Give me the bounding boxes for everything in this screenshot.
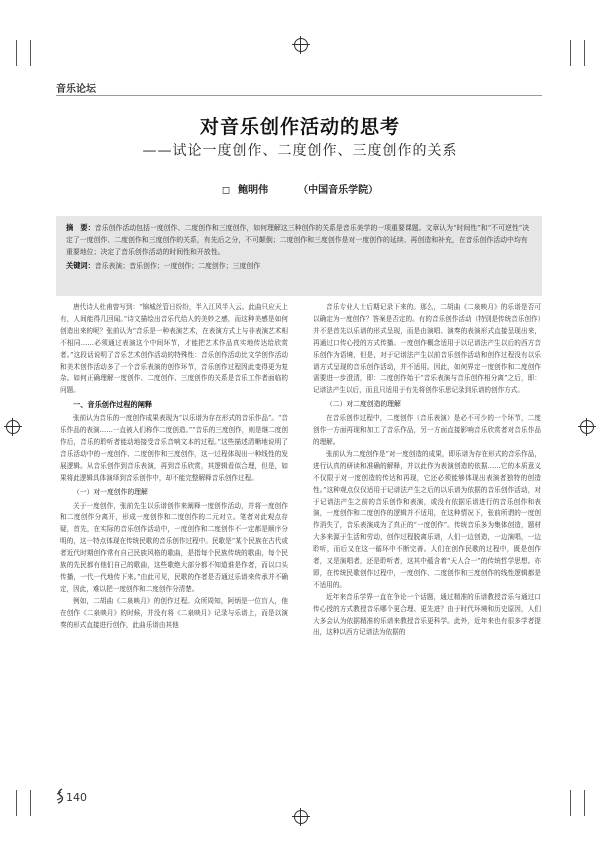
abstract-box: [56, 216, 542, 296]
article-title: 对音乐创作活动的思考: [199, 116, 400, 138]
paragraph: 张前认为二度创作是“对一度创造的成果，即乐谱为存在形式的音乐作品，进行认真的研读和准确的解释，并以此作为表演创造的依据……它的本质意义不仅限于对一度创造的传达和再现，它还必须能够体现出表演者独特的创造性。”这种观点仅仅适用于记谱法产生之后的以乐谱为依据的音乐创作活动，对于记谱法产生之前的音乐创作和表演，或没有依据乐谱进行的音乐创作和表演，一度创作和二度创作的逻辑并不适用，在这种情况下，张前所谓的一度创作消失了，音乐表演成为了真正的“一度创作”。传统音乐多为集体创造，题材大多来源于生活和劳动，创作过程脱离乐谱，人们一边创造，一边演唱，一边聆听，而后又在这一循环中不断完善。人们在创作民歌的过程中，既是创作者，又是演唱者，还是聆听者，这其中蕴含着“天人合一”的传统哲学思想。亦即，在传统民歌创作过程中，一度创作、二度创作和三度创作的线性逻辑都是不适用的。: [313, 449, 541, 589]
square-bullet-icon: ◻: [221, 185, 231, 196]
registration-mark-icon: [580, 420, 594, 434]
abstract: [66, 222, 532, 258]
crop-mark: [30, 790, 31, 816]
keywords: [66, 260, 532, 272]
crop-mark: [30, 40, 31, 66]
paragraph: 近年来音乐学界一直在争论一个话题，通过精准的乐谱教授音乐与通过口传心授的方式教授音乐哪个更合理、更先进？由于时代环境和历史原因，人们大多会认为依据精准的乐谱来教授音乐更科学。此外，近年来也有很多学者提出，这种以西方记谱法为依据的: [313, 592, 541, 637]
subsection-heading: （二）对二度创造的理解: [326, 400, 401, 409]
header-rule: [56, 95, 542, 96]
article-subtitle: ——试论一度创作、二度创作、三度创作的关系: [142, 143, 458, 159]
crop-mark: [570, 40, 571, 66]
body-column-left: [60, 302, 288, 762]
paragraph: 唐代诗人杜甫曾写到：“锦城丝管日纷纷，半入江风半入云。此曲只应天上有，人间能得几回闻。”诗文描绘出音乐代给人的美妙之感，而这种美感是如何创造出来的呢？张前认为“音乐是一种表演艺术，在表演方式上与非表演艺术相不相同……必须通过表演这个中间环节，才能把艺术作品真实地传达给欣赏者。”这段话说明了音乐艺术创作活动的特殊性：音乐创作活动比文学创作活动和美术创作活动多了一个音乐表演的创作环节，音乐创作过程因此变得更为复杂。如何正确理解一度创作、二度创作、三度创作的关系是音乐工作者面临的问题。: [60, 303, 288, 395]
crop-mark: [584, 40, 585, 66]
paragraph: 张前认为音乐的一度创作成果表现为“以乐谱为存在形式的音乐作品”。“音乐作品的表演……一直被人们称作二度创造。”“音乐的三度创作，则是继二度创作后，音乐的聆听者能动地接受音乐音响文本的过程。”这些描述清晰地说明了音乐活动中的一度创作、二度创作和三度创作，这一过程体现出一种线性的发展逻辑。从音乐创作到音乐表演，再到音乐欣赏，其逻辑看似合理，但是，如果将此逻辑具体演绎到音乐创作中，却不能完整解释音乐创作过程。: [60, 414, 288, 482]
crop-mark: [16, 790, 17, 816]
crop-mark: [16, 40, 17, 66]
column-tag: 音乐论坛: [56, 84, 96, 95]
paragraph: 在音乐创作过程中，二度创作（音乐表演）是必不可少的一个环节，二度创作一方面再现和加工了音乐作品，另一方面直接影响音乐欣赏者对音乐作品的理解。: [313, 414, 541, 446]
paragraph: 关于一度创作，张前先生以乐谱创作来阐释一度创作活动，并将一度创作和二度创作分离开，形成一度创作和二度创作的二元对立。笔者对此观点存疑，首先，在实际的音乐创作活动中，一度创作和二度创作不一定都是顺序分明的，这一特点体现在传统民歌的音乐创作过程中。民歌是“某个民族在古代或者近代时期创作常有自己民族风格的歌曲，是指每个民族传统的歌曲，每个民族的先民都有他们自己的歌曲，这些歌绝大部分都不知道谁是作者，而以口头传播，一代一代地传下来。”由此可见，民歌的作者是否通过乐谱来传承并不确定，因此，难以把一度创作和二度创作分清楚。: [60, 501, 288, 593]
author-line: [0, 181, 600, 196]
paragraph: 例如，二胡曲《二泉映月》的创作过程。众所周知，阿炳是一位盲人，他在创作《二泉映月》的时候，并没有将《二泉映月》记录与乐谱上，而是以演奏的形式直接进行创作，此曲乐谱由其他: [60, 596, 288, 629]
keywords-text: 音乐表演；音乐创作；一度创作；二度创作；三度创作: [94, 262, 261, 270]
abstract-text: 音乐创作活动包括一度创作、二度创作和三度创作，如何理解这三种创作的关系是音乐美学的一项重要课题。文章认为“时间性”和“不可逆性”决定了一度创作、二度创作和三度创作的关系，有先后之分，不可颠倒；二度创作和三度创作是对一度创作的延续、再创造和补充，在音乐创作活动中均有重要地位；决定了音乐创作活动的时间性和开放性。: [66, 224, 530, 256]
keywords-label: 关键词：: [66, 261, 95, 270]
crop-mark: [584, 790, 585, 816]
crop-mark: [570, 790, 571, 816]
author-name: 鲍明伟: [238, 185, 269, 196]
journal-logo-icon: [56, 788, 64, 804]
registration-mark-icon: [6, 420, 20, 434]
page-number: 140: [66, 791, 87, 804]
author-affiliation: （中国音乐学院）: [298, 185, 379, 196]
subsection-heading: （一）对一度创作的理解: [73, 487, 148, 496]
body-column-right: [313, 302, 541, 762]
registration-mark-icon: [294, 38, 308, 52]
registration-mark-icon: [294, 810, 308, 824]
abstract-label: 摘 要：: [66, 223, 95, 232]
paragraph: 音乐专业人士后期记录下来的。那么，二胡曲《二泉映月》的乐谱是否可以确定为一度创作？答案是否定的。有的音乐创作活动（特别是传统音乐创作）并不是首先以乐谱的形式呈现，而是由演唱、演奏的表演形式直接呈现出来，再通过口传心授的方式传播。一度创作概念适用于以记谱法产生以后的西方音乐创作为语境，但是，对于记谱法产生以前音乐创作活动和创作过程没有以乐谱方式呈现的音乐创作活动，并不适用。因此，如何界定一度创作和二度创作需要进一步澄清，即：二度创作始于“音乐表演与音乐创作相分离”之后，即：记谱法产生以后，而且只适用于有先将创作乐思记录到乐谱的创作方式。: [313, 303, 541, 395]
section-heading: 一、音乐创作过程的阐释: [73, 400, 153, 410]
